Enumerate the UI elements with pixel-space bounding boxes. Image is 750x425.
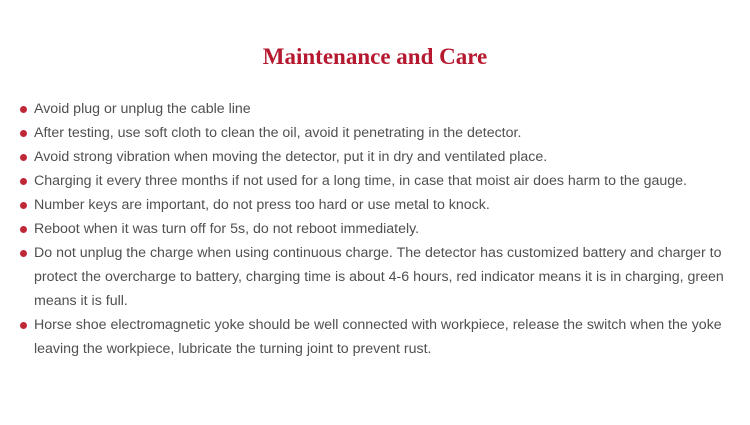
list-item-text: Reboot when it was turn off for 5s, do not reboot immediately.: [34, 221, 420, 237]
list-item: [20, 313, 736, 361]
bullet-icon: [20, 106, 27, 113]
list-item-text: Number keys are important, do not press too hard or use metal to knock.: [34, 197, 490, 213]
bullet-icon: [20, 250, 27, 257]
list-item-text: Charging it every three months if not used for a long time, in case that moist air does harm to the gauge.: [34, 173, 687, 189]
list-item: [20, 121, 736, 145]
list-item-text: After testing, use soft cloth to clean the oil, avoid it penetrating in the detector.: [34, 125, 522, 141]
list-item-text: Horse shoe electromagnetic yoke should be well connected with workpiece, release the switch when the yoke leaving the workpiece, lubricate the turning joint to prevent rust.: [34, 317, 722, 357]
list-item: [20, 169, 736, 193]
maintenance-list: [20, 97, 736, 361]
list-item-text: Do not unplug the charge when using continuous charge. The detector has customized battery and charger to protect the overcharge to battery, charging time is about 4-6 hours, red indicator means it is in charging, green means it is full.: [34, 245, 724, 309]
bullet-icon: [20, 202, 27, 209]
bullet-icon: [20, 154, 27, 161]
page-title: Maintenance and Care: [262, 44, 488, 70]
list-item: [20, 97, 736, 121]
bullet-icon: [20, 130, 27, 137]
list-item: [20, 193, 736, 217]
bullet-icon: [20, 322, 27, 329]
bullet-icon: [20, 226, 27, 233]
list-item: [20, 241, 736, 313]
bullet-icon: [20, 178, 27, 185]
list-item: [20, 145, 736, 169]
list-item: [20, 217, 736, 241]
list-item-text: Avoid strong vibration when moving the detector, put it in dry and ventilated place.: [34, 149, 548, 165]
list-item-text: Avoid plug or unplug the cable line: [34, 101, 251, 117]
